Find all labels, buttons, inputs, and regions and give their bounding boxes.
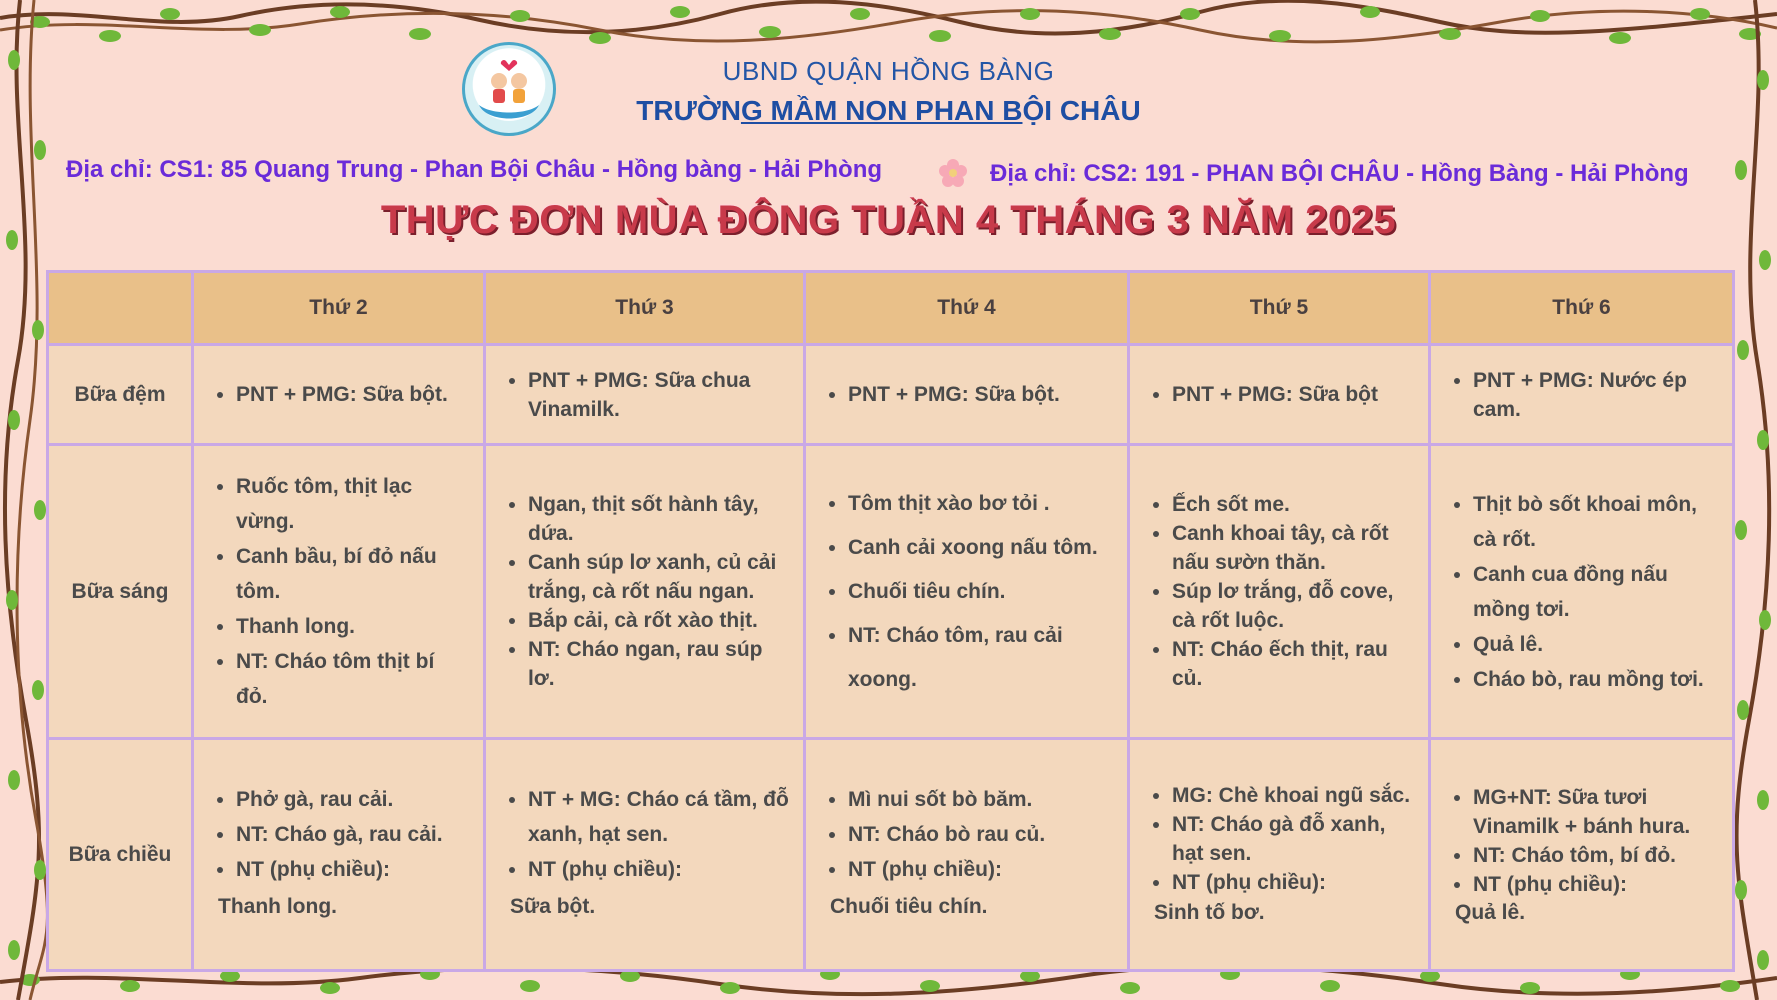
menu-cell: [1430, 445, 1734, 739]
menu-item: • NT: Cháo ngan, rau súp lơ.: [528, 635, 791, 693]
menu-item: • Quả lê.: [1473, 627, 1720, 662]
menu-item: • Thanh long.: [236, 609, 471, 644]
menu-cell: [485, 345, 805, 445]
menu-item: • MG: Chè khoai ngũ sắc.: [1172, 781, 1416, 810]
vine-border-top-icon: [0, 0, 1777, 60]
menu-item: • NT + MG: Cháo cá tầm, đỗ xanh, hạt sen.: [528, 782, 791, 852]
menu-item: • Tôm thịt xào bơ tỏi .: [848, 482, 1115, 526]
menu-item: • NT: Cháo tôm, rau cải xoong.: [848, 614, 1115, 702]
menu-cell: [1129, 345, 1430, 445]
menu-item: • Canh bầu, bí đỏ nấu tôm.: [236, 539, 471, 609]
table-row-breakfast: [48, 445, 1734, 739]
weekly-menu-table: [46, 270, 1735, 972]
header-day-friday: Thứ 6: [1430, 272, 1734, 345]
menu-item: • PNT + PMG: Sữa bột.: [848, 380, 1115, 409]
menu-item: • PNT + PMG: Sữa chua Vinamilk.: [528, 366, 791, 424]
menu-item: • NT: Cháo bò rau củ.: [848, 817, 1115, 852]
menu-item: • PNT + PMG: Nước ép cam.: [1473, 366, 1720, 424]
menu-cell: [485, 445, 805, 739]
menu-item: • NT (phụ chiều):: [236, 852, 471, 887]
address-campus-1: Địa chỉ: CS1: 85 Quang Trung - Phan Bội Châu - Hồng bàng - Hải Phòng: [66, 156, 883, 183]
row-label-breakfast: Bữa sáng: [48, 445, 193, 739]
row-label-snack: Bữa đệm: [48, 345, 193, 445]
menu-item: • NT: Cháo tôm thịt bí đỏ.: [236, 644, 471, 714]
menu-cell: [805, 345, 1129, 445]
header-day-monday: Thứ 2: [193, 272, 485, 345]
header-day-tuesday: Thứ 3: [485, 272, 805, 345]
menu-item: • Bắp cải, cà rốt xào thịt.: [528, 606, 791, 635]
menu-item: • Canh súp lơ xanh, củ cải trắng, cà rốt nấu ngan.: [528, 548, 791, 606]
menu-item: • NT: Cháo ếch thịt, rau củ.: [1172, 635, 1416, 693]
menu-item: • Ngan, thịt sốt hành tây, dứa.: [528, 490, 791, 548]
menu-item: • Phở gà, rau cải.: [236, 782, 471, 817]
menu-item: • Súp lơ trắng, đỗ cove, cà rốt luộc.: [1172, 577, 1416, 635]
menu-item-continuation: Quả lê.: [1455, 900, 1526, 924]
school-name-underlined: G MẦM NON PHAN B: [740, 95, 1023, 126]
header-day-thursday: Thứ 5: [1129, 272, 1430, 345]
menu-item: • Cháo bò, rau mồng tơi.: [1473, 662, 1720, 697]
menu-cell: [485, 739, 805, 971]
menu-item: • PNT + PMG: Sữa bột.: [236, 380, 471, 409]
menu-item: • NT: Cháo gà đỗ xanh, hạt sen.: [1172, 810, 1416, 868]
menu-item: • MG+NT: Sữa tươi Vinamilk + bánh hura.: [1473, 783, 1720, 841]
table-row-afternoon: [48, 739, 1734, 971]
menu-item: • NT (phụ chiều):: [1172, 868, 1416, 897]
school-name-part: ỘI CHÂU: [1022, 95, 1141, 126]
menu-item: • Canh cua đồng nấu mồng tơi.: [1473, 557, 1720, 627]
header-corner-cell: [48, 272, 193, 345]
menu-item: • Canh cải xoong nấu tôm.: [848, 526, 1115, 570]
menu-cell: [805, 445, 1129, 739]
menu-item: • Chuối tiêu chín.: [848, 570, 1115, 614]
menu-cell: [193, 739, 485, 971]
flower-icon: [938, 158, 968, 188]
menu-item-continuation: Sữa bột.: [510, 895, 596, 918]
table-row-snack: [48, 345, 1734, 445]
school-name: [0, 95, 1777, 127]
menu-item: • Canh khoai tây, cà rốt nấu sườn thăn.: [1172, 519, 1416, 577]
menu-cell: [1129, 445, 1430, 739]
menu-cell: [1430, 345, 1734, 445]
menu-cell: [805, 739, 1129, 971]
menu-cell: [193, 345, 485, 445]
menu-cell: [193, 445, 485, 739]
menu-item: • NT (phụ chiều):: [528, 852, 791, 887]
menu-item: • Ếch sốt me.: [1172, 490, 1416, 519]
school-name-part: TRƯỜN: [636, 95, 741, 126]
menu-item: • NT (phụ chiều):: [848, 852, 1115, 887]
table-header-row: [48, 272, 1734, 345]
menu-item-continuation: Chuối tiêu chín.: [830, 895, 988, 918]
menu-item: • Thịt bò sốt khoai môn, cà rốt.: [1473, 487, 1720, 557]
authority-name: UBND QUẬN HỒNG BÀNG: [722, 56, 1055, 86]
menu-item-continuation: Sinh tố bơ.: [1154, 900, 1265, 924]
menu-cell: [1129, 739, 1430, 971]
menu-item: • NT: Cháo tôm, bí đỏ.: [1473, 841, 1720, 870]
menu-item: • NT (phụ chiều):: [1473, 870, 1720, 899]
address-campus-2: Địa chỉ: CS2: 191 - PHAN BỘI CHÂU - Hồng Bàng - Hải Phòng: [990, 160, 1689, 187]
header-day-wednesday: Thứ 4: [805, 272, 1129, 345]
row-label-afternoon: Bữa chiều: [48, 739, 193, 971]
menu-title: THỰC ĐƠN MÙA ĐÔNG TUẦN 4 THÁNG 3 NĂM 2025: [380, 198, 1397, 242]
menu-item: • NT: Cháo gà, rau cải.: [236, 817, 471, 852]
menu-cell: [1430, 739, 1734, 971]
menu-item: • Mì nui sốt bò băm.: [848, 782, 1115, 817]
menu-item-continuation: Thanh long.: [218, 895, 337, 918]
menu-item: • PNT + PMG: Sữa bột: [1172, 380, 1416, 409]
menu-item: • Ruốc tôm, thịt lạc vừng.: [236, 469, 471, 539]
